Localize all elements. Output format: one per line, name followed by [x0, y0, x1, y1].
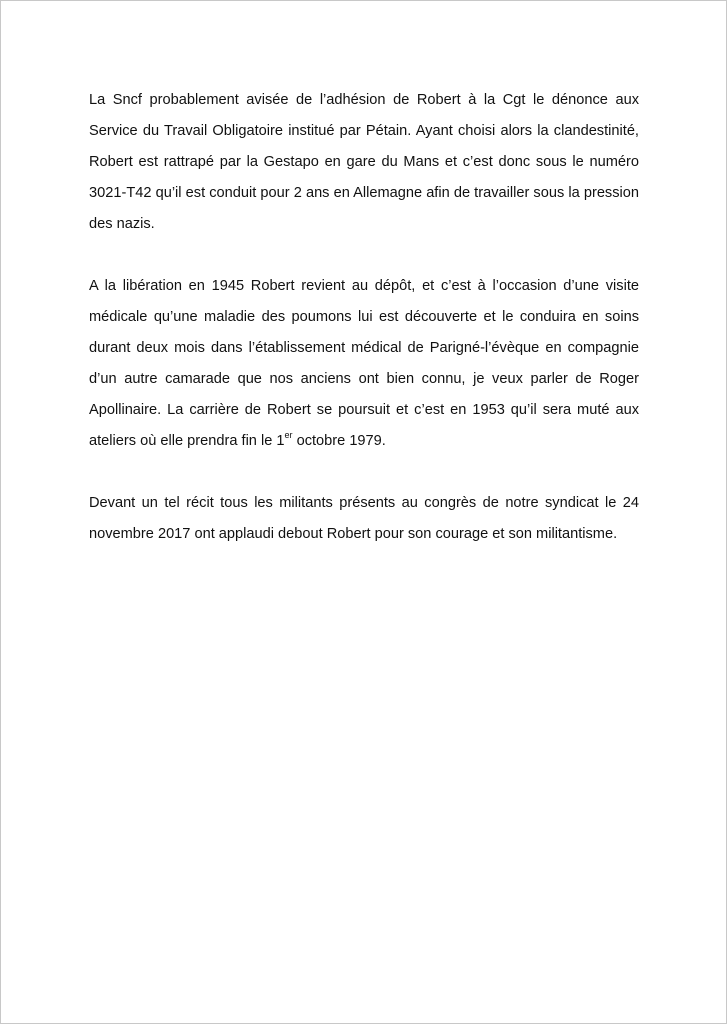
paragraph-2-end: octobre 1979.: [292, 433, 386, 449]
paragraph-1: La Sncf probablement avisée de l’adhésion de Robert à la Cgt le dénonce aux Service du Travail Obligatoire institué par Pétain. Ayant choisi alors la clandestinité, Robert est rattrapé par la Gestapo en gare du Mans et c’est donc sous le numéro 3021-T42 qu’il est conduit pour 2 ans en Allemagne afin de travailler sous la pression des nazis.: [89, 92, 639, 232]
paragraph-2-text: A la libération en 1945 Robert revient au dépôt, et c’est à l’occasion d’une visite médicale qu’une maladie des poumons lui est découverte et le conduira en soins durant deux mois dans l’établissement médical de Parigné-l’évèque en compagnie d’un autre camarade que nos anciens ont bien connu, je veux parler de Roger Apollinaire. La carrière de Robert se poursuit et c’est en 1953 qu’il sera muté aux ateliers où elle prendra fin le 1: [89, 278, 639, 449]
document-body: [89, 85, 639, 581]
superscript-er: er: [284, 430, 293, 441]
paragraph-3: Devant un tel récit tous les militants présents au congrès de notre syndicat le 24 novembre 2017 ont applaudi debout Robert pour son courage et son militantisme.: [89, 495, 639, 542]
paragraph-2: [89, 271, 639, 457]
